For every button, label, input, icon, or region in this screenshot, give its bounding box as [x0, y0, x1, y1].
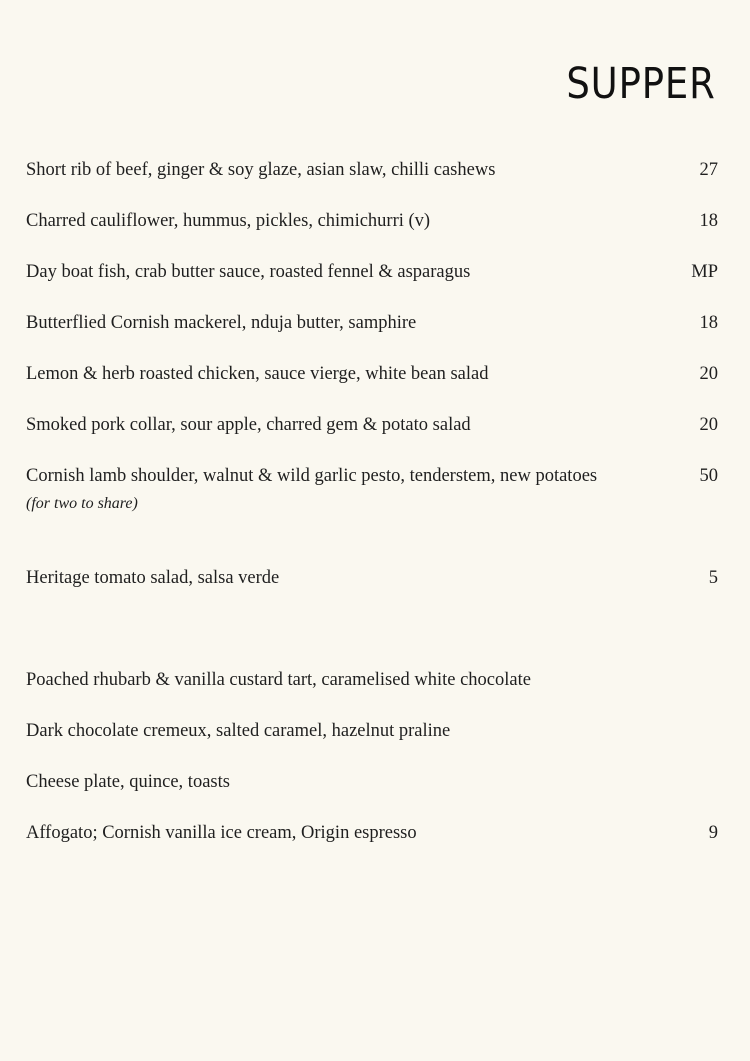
dish-name: Butterflied Cornish mackerel, nduja butter, samphire [26, 313, 417, 333]
dish-name: Poached rhubarb & vanilla custard tart, caramelised white chocolate [26, 670, 531, 690]
dish-price: 20 [699, 364, 718, 384]
dish-price: MP [691, 262, 718, 282]
dish-name: Short rib of beef, ginger & soy glaze, asian slaw, chilli cashews [26, 160, 496, 180]
dish-name: Charred cauliflower, hummus, pickles, chimichurri (v) [26, 211, 431, 231]
dish-price: 27 [699, 160, 718, 180]
menu-item-affogato [26, 821, 718, 845]
menu-item-chocolate-cremeux [26, 719, 718, 743]
dish-name: Heritage tomato salad, salsa verde [26, 568, 280, 588]
dish-price: 18 [699, 211, 718, 231]
dish-name: Affogato; Cornish vanilla ice cream, Origin espresso [26, 823, 417, 843]
menu-item-pork-collar [26, 413, 718, 437]
menu-item-tomato-salad [26, 566, 718, 590]
menu-item-rhubarb-tart [26, 668, 718, 692]
dish-name: Lemon & herb roasted chicken, sauce vierge, white bean salad [26, 364, 489, 384]
menu-item-cauliflower [26, 209, 718, 233]
dish-name: Cheese plate, quince, toasts [26, 772, 230, 792]
dish-price: 5 [708, 568, 718, 588]
menu-item-chicken [26, 362, 718, 386]
dish-price: 20 [699, 415, 718, 435]
menu-title: SUPPER [566, 59, 716, 109]
menu-item-short-rib [26, 158, 718, 182]
menu-item-cheese-plate [26, 770, 718, 794]
dish-price: 9 [708, 823, 718, 843]
dish-name: Smoked pork collar, sour apple, charred gem & potato salad [26, 415, 471, 435]
dish-price: 50 [699, 466, 718, 486]
menu-item-day-boat-fish [26, 260, 718, 284]
menu-item-lamb-shoulder [26, 464, 718, 488]
dish-name: Cornish lamb shoulder, walnut & wild garlic pesto, tenderstem, new potatoes [26, 466, 598, 486]
dish-note: (for two to share) [26, 495, 138, 512]
dish-name: Dark chocolate cremeux, salted caramel, hazelnut praline [26, 721, 451, 741]
menu-item-mackerel [26, 311, 718, 335]
dish-name: Day boat fish, crab butter sauce, roasted fennel & asparagus [26, 262, 471, 282]
dish-price: 18 [699, 313, 718, 333]
